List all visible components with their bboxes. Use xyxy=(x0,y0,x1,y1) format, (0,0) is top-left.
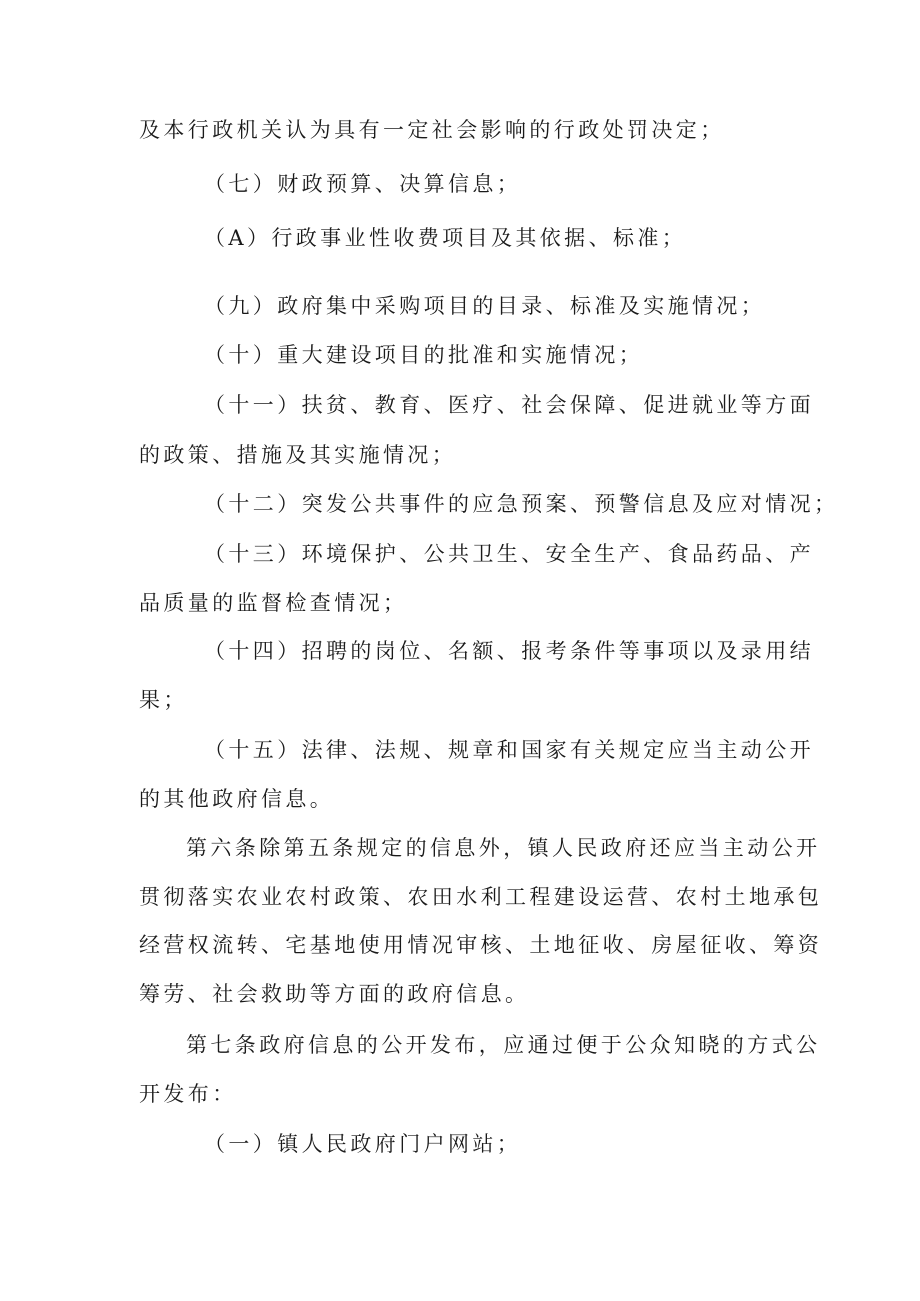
text-line: （九）政府集中采购项目的目录、标准及实施情况； xyxy=(204,294,766,318)
text-line: 第七条政府信息的公开发布，应通过便于公众知晓的方式公 xyxy=(186,1033,821,1057)
text-line: 贯彻落实农业农村政策、农田水利工程建设运营、农村土地承包 xyxy=(139,885,823,909)
text-line: （十五）法律、法规、规章和国家有关规定应当主动公开 xyxy=(204,738,814,762)
text-line: 的其他政府信息。 xyxy=(139,787,335,811)
text-line: 果； xyxy=(139,688,188,712)
text-line: （十三）环境保护、公共卫生、安全生产、食品药品、产 xyxy=(204,542,814,566)
text-line: （十一）扶贫、教育、医疗、社会保障、促进就业等方面 xyxy=(204,393,814,417)
text-line: （A）行政事业性收费项目及其依据、标准； xyxy=(204,226,687,250)
text-line: 品质量的监督检查情况； xyxy=(139,591,408,615)
text-line: 筹劳、社会救助等方面的政府信息。 xyxy=(139,982,530,1006)
text-line: （一）镇人民政府门户网站； xyxy=(204,1132,522,1156)
text-line: 经营权流转、宅基地使用情况审核、土地征收、房屋征收、筹资 xyxy=(139,933,823,957)
text-line: （十）重大建设项目的批准和实施情况； xyxy=(204,343,644,367)
text-line: 的政策、措施及其实施情况； xyxy=(139,443,457,467)
text-line: （十四）招聘的岗位、名额、报考条件等事项以及录用结 xyxy=(204,639,814,663)
text-line: 及本行政机关认为具有一定社会影响的行政处罚决定； xyxy=(139,118,725,142)
text-line: （七）财政预算、决算信息； xyxy=(204,172,522,196)
text-line: 第六条除第五条规定的信息外，镇人民政府还应当主动公开 xyxy=(186,836,821,860)
text-line: 开发布： xyxy=(139,1082,237,1106)
text-line: （十二）突发公共事件的应急预案、预警信息及应对情况； xyxy=(204,492,839,516)
